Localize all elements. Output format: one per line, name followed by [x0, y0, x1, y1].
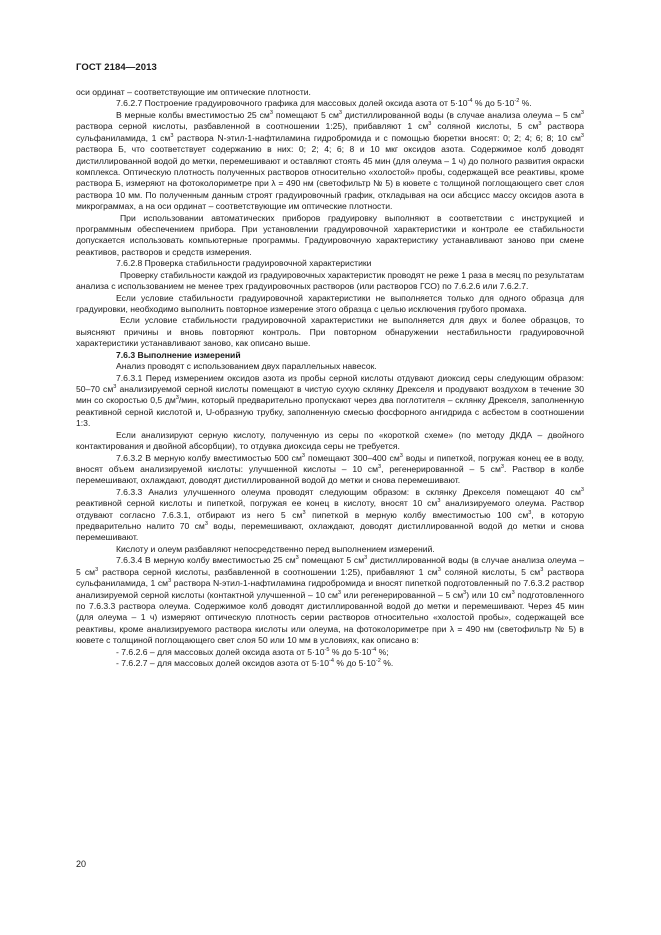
paragraph-7-6-3-3: 7.6.3.3 Анализ улучшенного олеума проводят следующим образом: в склянку Дрекселя помещают 40 $см^3$ реактивной серной кислоты и пипеткой, погружая ее конец в кислоту, вносят 10 $см^3$ анализируемого олеума. Раствор отдувают согласно 7.6.3.1, отбирают из него 5 $см^3$ пипеткой в мерную колбу вместимостью 100 $см^3$, в которую предварительно налито 70 $см^3$ воды, перемешивают, охлаждают, доводят дистиллированной водой до метки и снова перемешивают. [76, 486, 585, 543]
list-item: - 7.6.2.6 – для массовых долей оксида азота от $5\cdot 10^{-5}$ % до $5\cdot 10^{-4}$ %; [116, 646, 389, 657]
document-body [76, 87, 584, 670]
paragraph: оси ординат – соответствующие им оптические плотности. [76, 87, 311, 97]
paragraph: Если условие стабильности градуировочной характеристики не выполняется для двух и более образцов, то выясняют причины и вновь повторяют контроль. При повторном обнаружении нестабильности градуировочной характеристики устанавливают заново, как описано выше. [76, 315, 584, 349]
paragraph: В мерные колбы вместимостью 25 $см^3$ помещают 5 $см^3$ дистиллированной воды (в случае анализа олеума – 5 $см^3$ раствора серной кислоты, разбавленной в соотношении 1:25), прибавляют 1 $см^3$ соляной кислоты, 5 $см^3$ раствора сульфаниламида, 1 $см^3$ раствора N-этил-1-нафтиламина гидробромида и с помощью бюретки вносят: 0; 2; 4; 6; 8; 10 $см^3$ раствора Б, что соответствует содержанию в них: 0; 2; 4; 6; 8 и 10 мкг оксидов азота. Содержимое колб доводят дистиллированной водой до метки, перемешивают и оставляют стоять 45 мин (для олеума – 1 ч) до полного развития окраски комплекса. Оптическую плотность полученных растворов относительно «холостой» пробы, содержащей все реактивы, кроме раствора Б, измеряют на фотоколориметре при λ = 490 нм (светофильтр № 5) в кювете с толщиной поглощающего свет слоя раствора 10 мм. По полученным данным строят градуировочный график, откладывая на оси абсцисс массу оксидов азота в микрограммах, а на оси ординат – соответствующие им оптические плотности. [76, 109, 585, 212]
paragraph-7-6-2-8: 7.6.2.8 Проверка стабильности градуировочной характеристики [116, 258, 372, 269]
page-number: 20 [76, 859, 87, 869]
paragraph-7-6-3-2: 7.6.3.2 В мерную колбу вместимостью 500 $см^3$ помещают 300–400 $см^3$ воды и пипеткой, погружая конец ее в воду, вносят объем анализируемой кислоты: улучшенной кислоты – 10 $см^3$, регенерированной – 5 $см^3$. Раствор в колбе перемешивают, охлаждают, доводят дистиллированной водой до метки и снова перемешивают. [76, 452, 584, 486]
paragraph-7-6-3-4: 7.6.3.4 В мерную колбу вместимостью 25 $см^3$ помещают 5 $см^3$ дистиллированной воды (в случае анализа олеума – 5 $см^3$ раствора серной кислоты, разбавленной в соотношении 1:25), прибавляют 1 $см^3$ соляной кислоты, 5 $см^3$ раствора сульфаниламида, 1 $см^3$ раствора N-этил-1-нафтиламина гидробромида и вносят пипеткой подготовленный по 7.6.3.2 раствор анализируемой серной кислоты (контактной улучшенной – 10 $см^3$ или регенерированной – 5 $см^3$) или 10 $см^3$ подготовленного по 7.6.3.3 раствора олеума. Содержимое колб доводят дистиллированной водой до метки и перемешивают. Через 45 мин (для олеума – 1 ч) измеряют оптическую плотность серии растворов относительно «холостой пробы», содержащей все реактивы, кроме анализируемого раствора кислоты или олеума, на фотоколориметре при λ = 490 нм (светофильтр № 5) в кювете с толщиной поглощающего свет слоя 50 или 10 мм в условиях, как описано в: [76, 555, 585, 646]
paragraph: Проверку стабильности каждой из градуировочных характеристик проводят не реже 1 раза в месяц по результатам анализа с использованием не менее трех градуировочных растворов (или растворов ГСО) по 7.6.2.6 или 7.6.2.7. [76, 269, 584, 292]
paragraph: Кислоту и олеум разбавляют непосредственно перед выполнением измерений. [116, 543, 435, 554]
paragraph-7-6-2-7: 7.6.2.7 Построение градуировочного графика для массовых долей оксида азота от $5\cdot 10^{-4}$ % до $5\cdot 10^{-2}$ %. [116, 98, 532, 109]
paragraph-7-6-3-1: 7.6.3.1 Перед измерением оксидов азота из пробы серной кислоты отдувают диоксид серы следующим образом: 50–70 $см^3$ анализируемой серной кислоты помещают в чистую сухую склянку Дрекселя и продувают воздухом в течение 30 мин со скоростью 0,5 $дм^3$/мин, который предварительно пропускают через два поглотителя – склянку Дрекселя, заполненную реактивной серной кислотой и, U-образную трубку, заполненную смесью фосфорного ангидрида с асбестом в соотношении 1:3. [76, 372, 584, 429]
paragraph: При использовании автоматических приборов градуировку выполняют в соответствии с инструкцией и программным обеспечением прибора. При установлении градуировочной характеристики и контроле ее стабильности допускается использовать компьютерные программы. Градуировочную характеристику устанавливают заново при смене реактивов, растворов и средств измерения. [76, 212, 584, 257]
list-item: - 7.6.2.7 – для массовых долей оксидов азота от $5\cdot 10^{-4}$ % до $5\cdot 10^{-2}$ %. [116, 658, 394, 669]
document-header: ГОСТ 2184—2013 [76, 62, 157, 73]
paragraph: Анализ проводят с использованием двух параллельных навесок. [116, 361, 377, 372]
paragraph: Если анализируют серную кислоту, полученную из серы по «короткой схеме» (по методу ДКДА – двойного контактирования и двойной абсорбции), то отдувка диоксида серы не требуется. [76, 429, 584, 452]
paragraph: Если условие стабильности градуировочной характеристики не выполняется только для одного образца для градуировки, необходимо выполнить повторное измерение этого образца с целью исключения грубого промаха. [76, 292, 584, 315]
section-heading-7-6-3: 7.6.3 Выполнение измерений [116, 349, 241, 360]
